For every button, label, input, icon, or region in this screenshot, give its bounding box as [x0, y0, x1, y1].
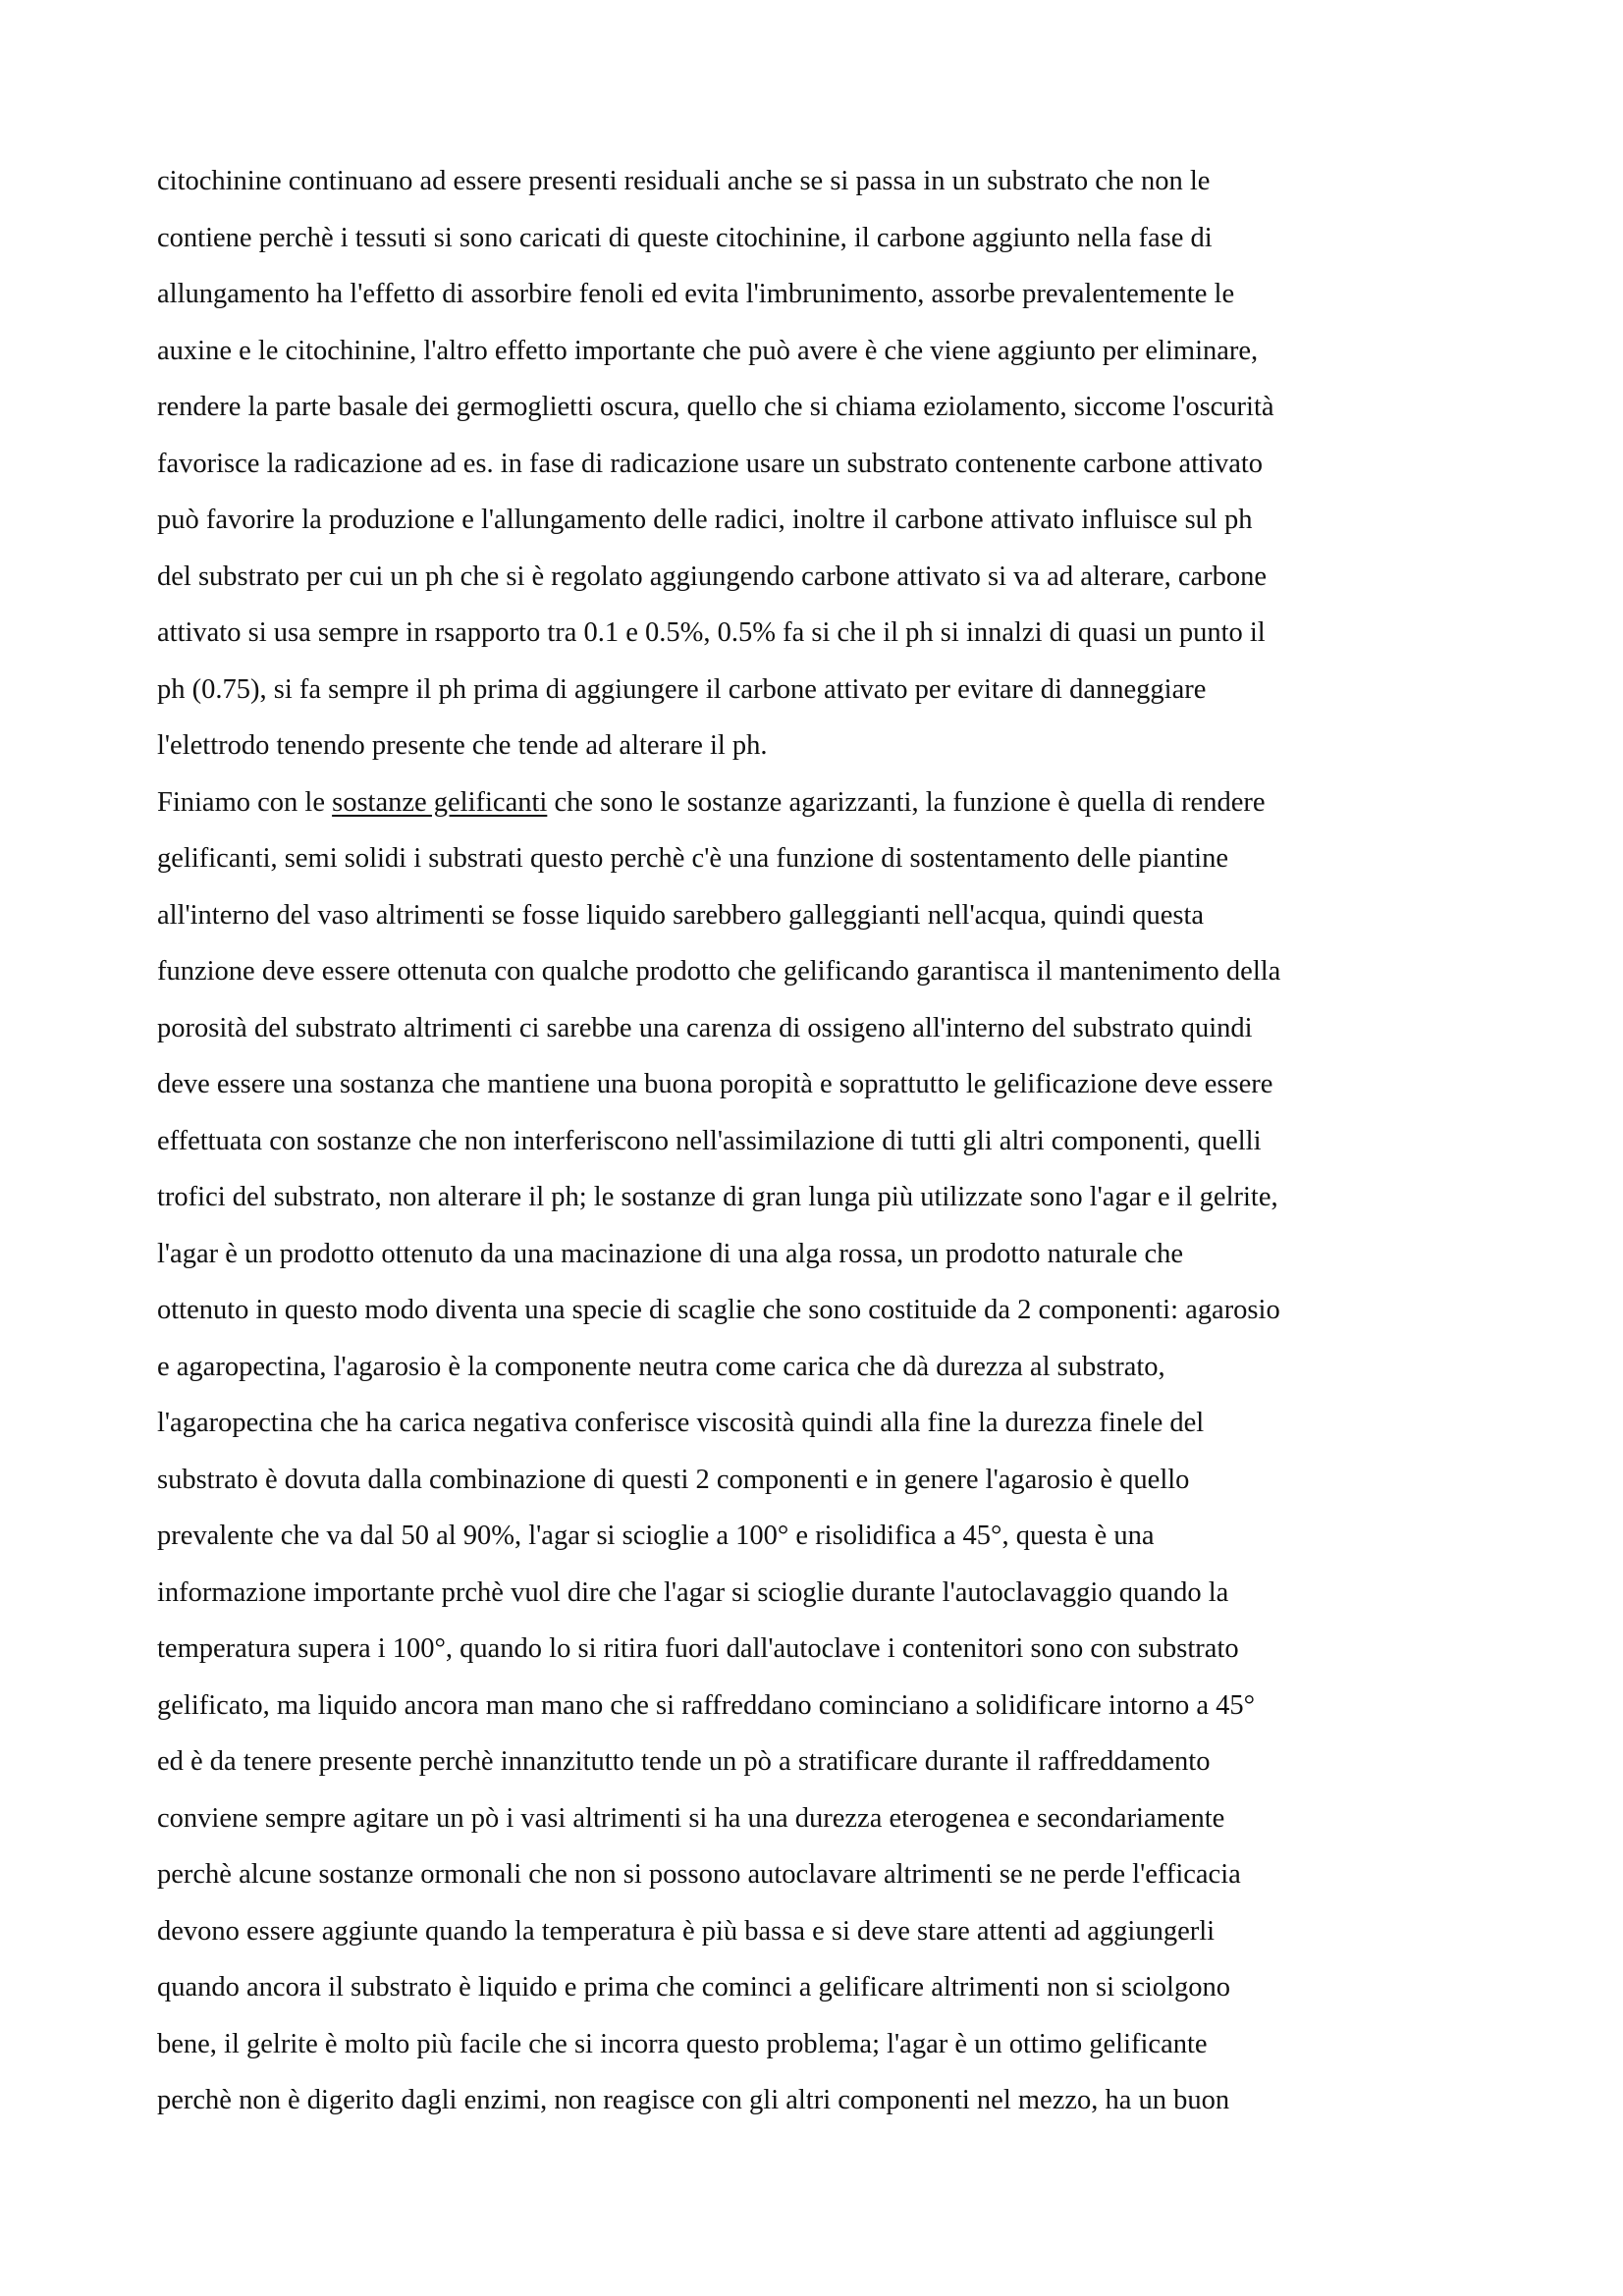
body-text — [157, 153, 1483, 2129]
text-line: informazione importante prchè vuol dire che l'agar si scioglie durante l'autoclavaggio quando la — [157, 1576, 1229, 1608]
text-line: substrato è dovuta dalla combinazione di questi 2 componenti e in genere l'agarosio è quello — [157, 1464, 1190, 1495]
text-line: conviene sempre agitare un pò i vasi altrimenti si ha una durezza eterogenea e secondariamente — [157, 1802, 1225, 1834]
text-line: e agaropectina, l'agarosio è la componente neutra come carica che dà durezza al substrato, — [157, 1351, 1165, 1382]
text-line: prevalente che va dal 50 al 90%, l'agar si scioglie a 100° e risolidifica a 45°, questa è una — [157, 1521, 1155, 1551]
text-line: perchè alcune sostanze ormonali che non si possono autoclavare altrimenti se ne perde l'efficacia — [157, 1859, 1241, 1890]
text-line: attivato si usa sempre in rsapporto tra 0.1 e 0.5%, 0.5% fa si che il ph si innalzi di quasi un punto il — [157, 617, 1266, 648]
text-line: l'agar è un prodotto ottenuto da una macinazione di una alga rossa, un prodotto naturale che — [157, 1238, 1184, 1269]
text-line: l'elettrodo tenendo presente che tende ad alterare il ph. — [157, 730, 768, 761]
text-line: devono essere aggiunte quando la temperatura è più bassa e si deve stare attenti ad aggiungerli — [157, 1915, 1216, 1947]
text-line: porosità del substrato altrimenti ci sarebbe una carenza di ossigeno all'interno del substrato quindi — [157, 1012, 1253, 1043]
text-line: effettuata con sostanze che non interferiscono nell'assimilazione di tutti gli altri componenti, quelli — [157, 1125, 1262, 1156]
text-line: può favorire la produzione e l'allungamento delle radici, inoltre il carbone attivato influisce sul ph — [157, 505, 1253, 535]
text-line: del substrato per cui un ph che si è regolato aggiungendo carbone attivato si va ad alterare, carbone — [157, 561, 1268, 592]
text-line: gelificato, ma liquido ancora man mano che si raffreddano cominciano a solidificare intorno a 45° — [157, 1689, 1256, 1721]
text-line: bene, il gelrite è molto più facile che si incorra questo problema; l'agar è un ottimo gelificante — [157, 2028, 1208, 2059]
text-line: perchè non è digerito dagli enzimi, non reagisce con gli altri componenti nel mezzo, ha un buon — [157, 2085, 1230, 2115]
text-line: l'agaropectina che ha carica negativa conferisce viscosità quindi alla fine la durezza finele del — [157, 1408, 1205, 1438]
para2-intro: Finiamo con le — [157, 786, 333, 818]
text-line: all'interno del vaso altrimenti se fosse liquido sarebbero galleggianti nell'acqua, quindi questa — [157, 899, 1205, 931]
text-line: gelificanti, semi solidi i substrati questo perchè c'è una funzione di sostentamento delle piantine — [157, 843, 1229, 874]
text-line: contiene perchè i tessuti si sono caricati di queste citochinine, il carbone aggiunto nella fase di — [157, 222, 1213, 253]
text-line: citochinine continuano ad essere presenti residuali anche se si passa in un substrato che non le — [157, 166, 1211, 196]
underlined-term: sostanze gelificanti — [332, 786, 548, 818]
paragraph-start-line — [157, 774, 1483, 831]
text-line: quando ancora il substrato è liquido e prima che cominci a gelificare altrimenti non si sciolgono — [157, 1972, 1230, 2002]
text-line: allungamento ha l'effetto di assorbire fenoli ed evita l'imbrunimento, assorbe prevalentemente le — [157, 279, 1235, 309]
para2-rest: che sono le sostanze agarizzanti, la funzione è quella di rendere — [547, 786, 1266, 818]
text-line: temperatura supera i 100°, quando lo si ritira fuori dall'autoclave i contenitori sono con substrato — [157, 1633, 1239, 1664]
text-line: ottenuto in questo modo diventa una specie di scaglie che sono costituide da 2 componenti: agarosio — [157, 1295, 1280, 1325]
text-line: auxine e le citochinine, l'altro effetto importante che può avere è che viene aggiunto per eliminare, — [157, 335, 1259, 366]
text-line: trofici del substrato, non alterare il ph; le sostanze di gran lunga più utilizzate sono l'agar e il gelrite, — [157, 1182, 1278, 1212]
text-line: rendere la parte basale dei germoglietti oscura, quello che si chiama eziolamento, siccome l'oscurità — [157, 392, 1274, 422]
text-line: ed è da tenere presente perchè innanzitutto tende un pò a stratificare durante il raffreddamento — [157, 1746, 1211, 1777]
text-line: ph (0.75), si fa sempre il ph prima di aggiungere il carbone attivato per evitare di danneggiare — [157, 673, 1207, 705]
text-line: favorisce la radicazione ad es. in fase di radicazione usare un substrato contenente carbone attivato — [157, 448, 1264, 479]
text-line: funzione deve essere ottenuta con qualche prodotto che gelificando garantisca il mantenimento della — [157, 956, 1281, 987]
text-line: deve essere una sostanza che mantiene una buona poropità e soprattutto le gelificazione deve essere — [157, 1069, 1273, 1099]
